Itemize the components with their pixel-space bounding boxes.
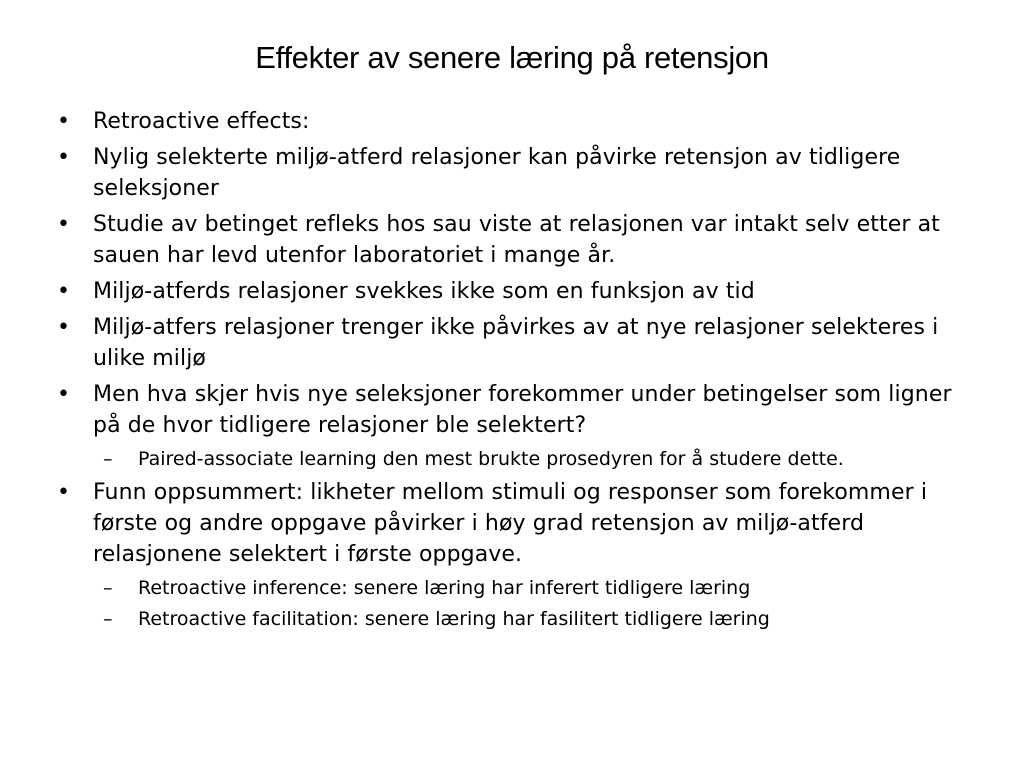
bullet-item bbox=[57, 209, 977, 271]
sub-bullet-item bbox=[57, 446, 977, 473]
bullet-text: Retroactive effects: bbox=[93, 109, 310, 134]
bullet-marker: • bbox=[57, 109, 71, 134]
bullet-text: Studie av betinget refleks hos sau viste at relasjonen var intakt selv etter at sauen har levd utenfor laboratoriet i mange år. bbox=[93, 212, 940, 268]
sub-bullet-marker: – bbox=[103, 577, 113, 599]
bullet-text: Funn oppsummert: likheter mellom stimuli og responser som forekommer i første og andre oppgave påvirker i høy grad retensjon av miljø-atferd relasjonene selektert i første oppgave. bbox=[93, 480, 928, 567]
sub-bullet-marker: – bbox=[103, 608, 113, 630]
bullet-text: Miljø-atferds relasjoner svekkes ikke som en funksjon av tid bbox=[93, 279, 755, 304]
bullet-marker: • bbox=[57, 212, 71, 237]
sub-bullet-text: Paired-associate learning den mest brukte prosedyren for å studere dette. bbox=[138, 448, 844, 470]
bullet-marker: • bbox=[57, 315, 71, 340]
bullet-list bbox=[57, 106, 977, 637]
bullet-marker: • bbox=[57, 480, 71, 505]
bullet-item bbox=[57, 477, 977, 570]
bullet-item bbox=[57, 379, 977, 441]
bullet-marker: • bbox=[57, 145, 71, 170]
bullet-item bbox=[57, 276, 977, 307]
sub-bullet-text: Retroactive facilitation: senere læring har fasilitert tidligere læring bbox=[138, 608, 770, 630]
bullet-item bbox=[57, 312, 977, 374]
bullet-marker: • bbox=[57, 382, 71, 407]
bullet-item bbox=[57, 142, 977, 204]
sub-bullet-text: Retroactive inference: senere læring har inferert tidligere læring bbox=[138, 577, 751, 599]
bullet-marker: • bbox=[57, 279, 71, 304]
bullet-item bbox=[57, 106, 977, 137]
sub-bullet-item bbox=[57, 606, 977, 633]
bullet-text: Nylig selekterte miljø-atferd relasjoner kan påvirke retensjon av tidligere seleksjoner bbox=[93, 145, 901, 201]
sub-bullet-marker: – bbox=[103, 448, 113, 470]
sub-bullet-item bbox=[57, 575, 977, 602]
bullet-text: Men hva skjer hvis nye seleksjoner forekommer under betingelser som ligner på de hvor tidligere relasjoner ble selektert? bbox=[93, 382, 952, 438]
slide-title: Effekter av senere læring på retensjon bbox=[255, 40, 769, 75]
bullet-text: Miljø-atfers relasjoner trenger ikke påvirkes av at nye relasjoner selekteres i ulike miljø bbox=[93, 315, 939, 371]
